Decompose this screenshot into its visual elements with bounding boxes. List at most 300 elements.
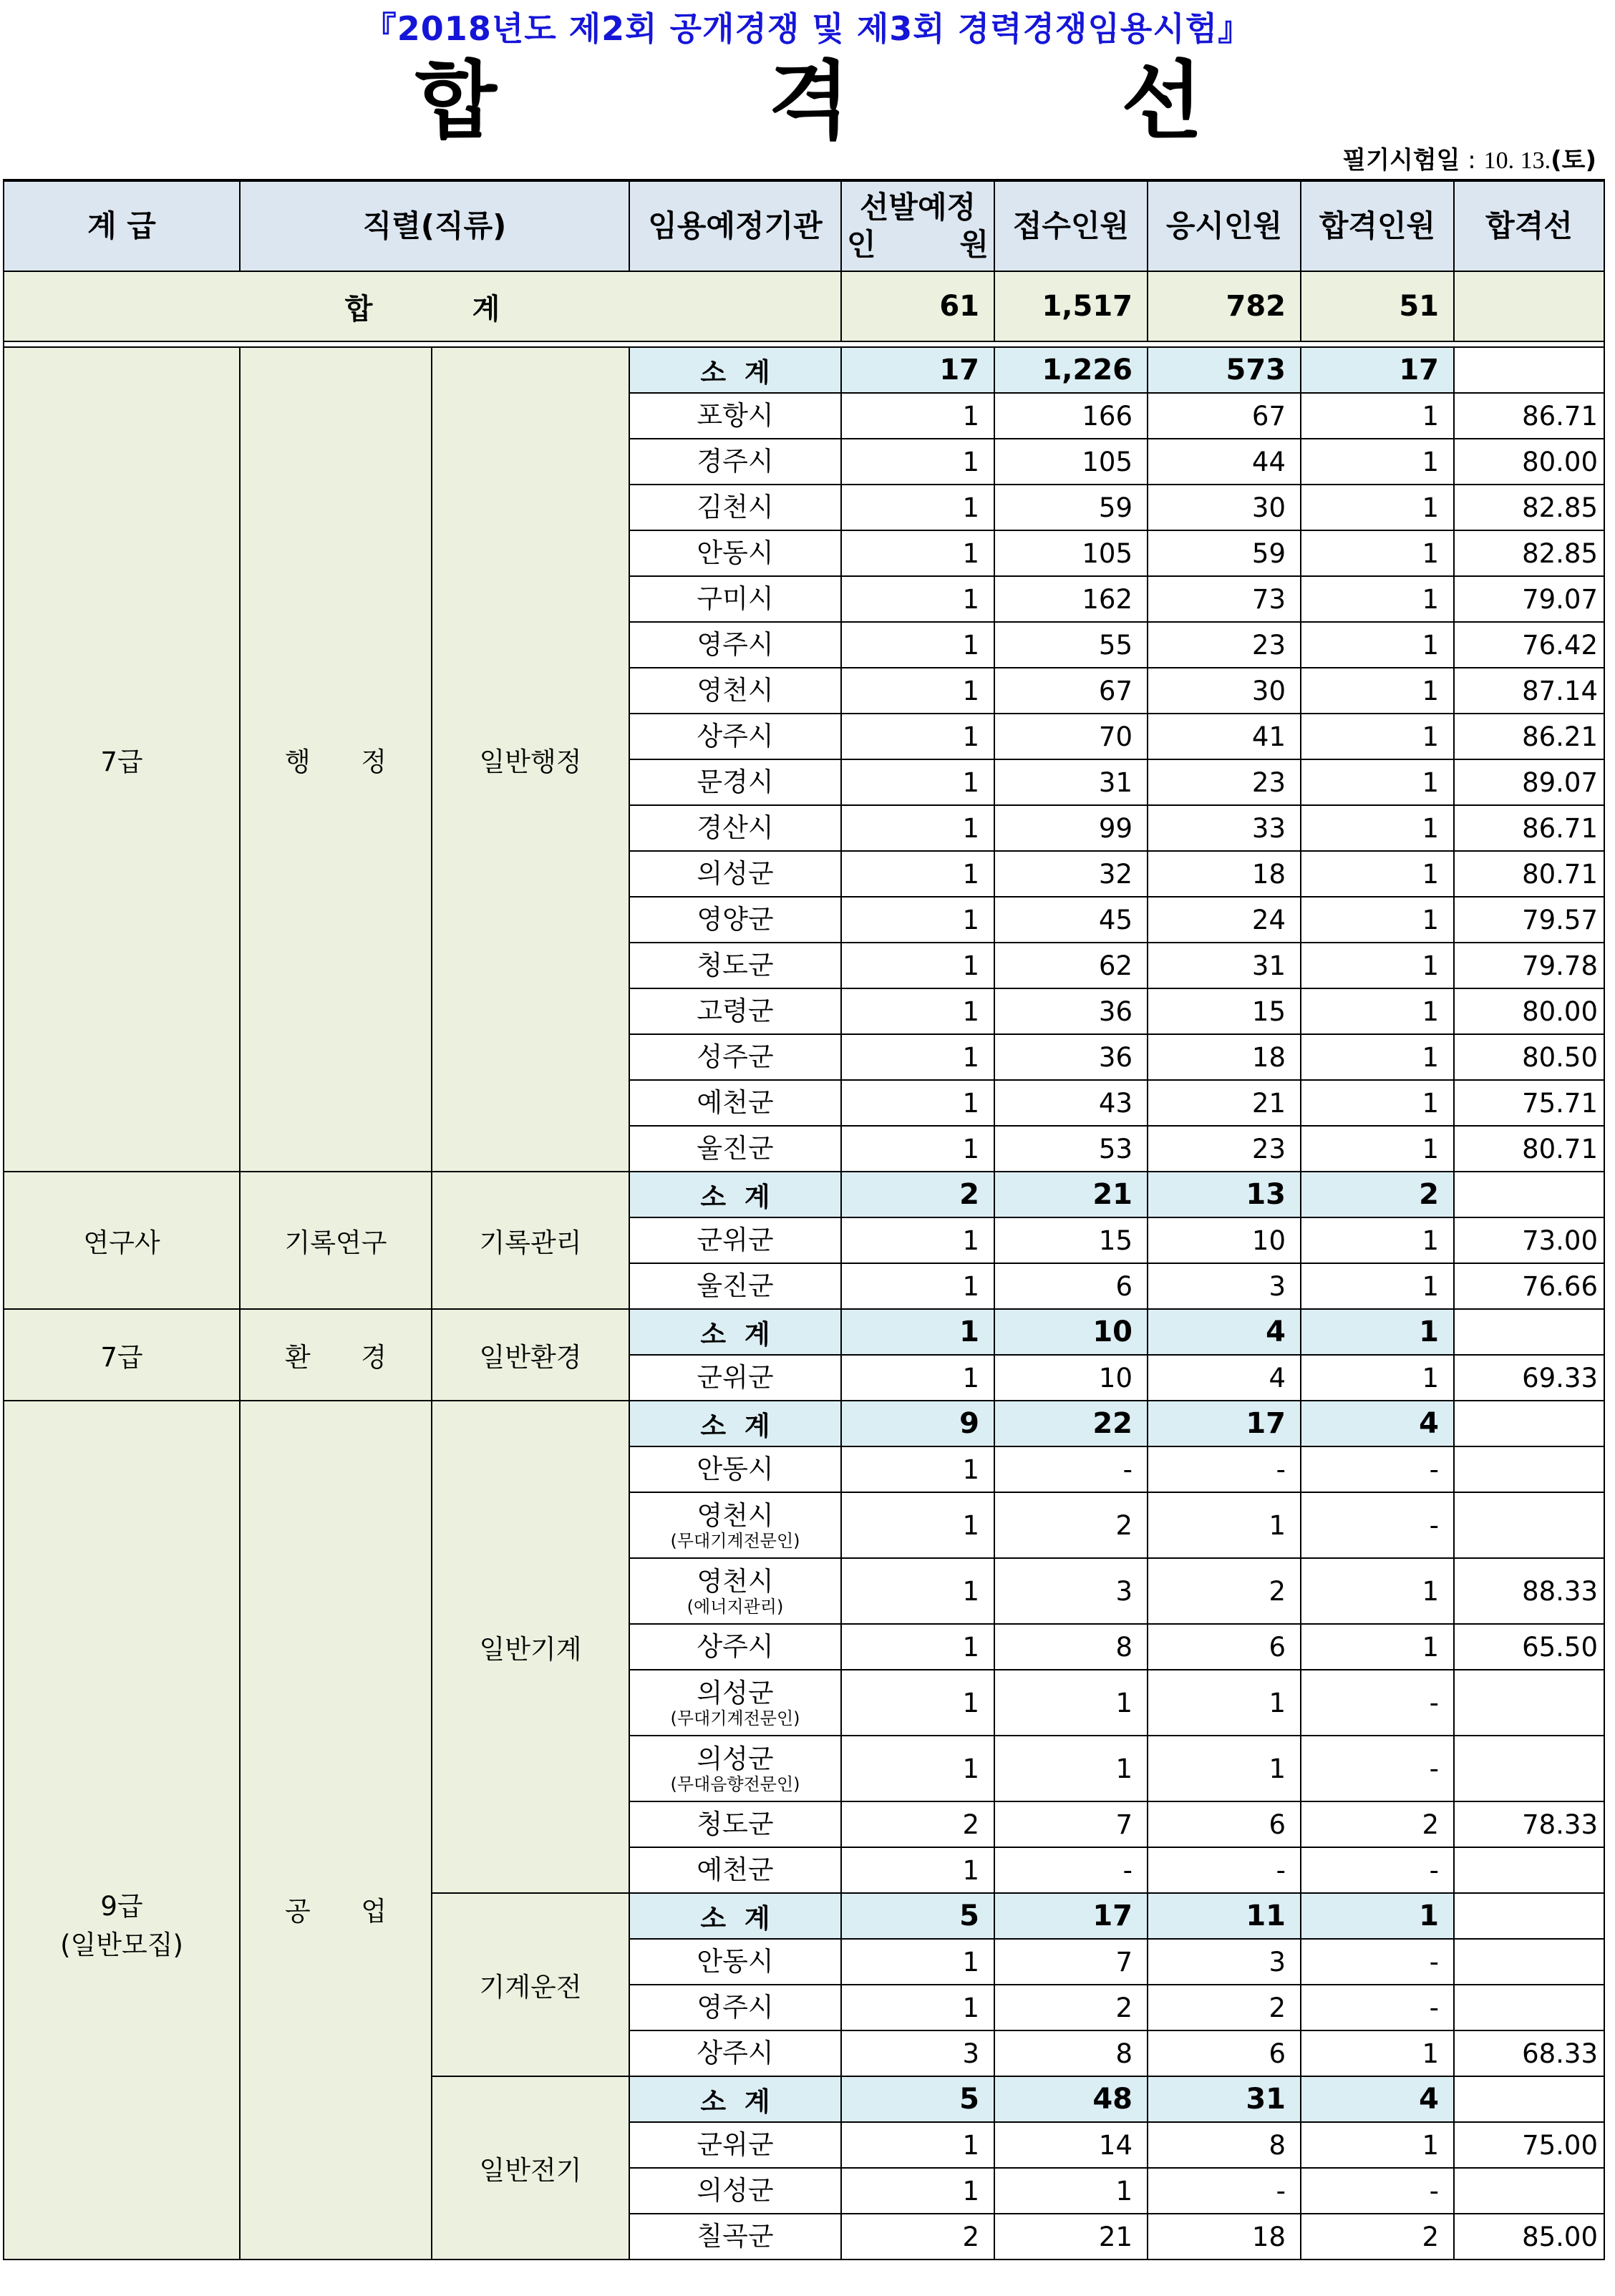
exam-date-value: 10. 13. bbox=[1483, 147, 1551, 174]
subtotal-label: 소 계 bbox=[629, 347, 841, 393]
examinees-cell: 41 bbox=[1148, 714, 1301, 759]
cutline-cell: 75.00 bbox=[1454, 2122, 1604, 2168]
applicants-cell: - bbox=[994, 1446, 1148, 1492]
org-name: 영주시 bbox=[697, 629, 774, 660]
grade-cell bbox=[4, 1401, 240, 2259]
passers-cell: 1 bbox=[1301, 1263, 1454, 1309]
cutline-cell: 88.33 bbox=[1454, 1558, 1604, 1624]
quota-cell: 1 bbox=[841, 759, 994, 805]
quota-cell: 1 bbox=[841, 714, 994, 759]
subtotal-examinees: 13 bbox=[1148, 1172, 1301, 1217]
examinees-cell: 18 bbox=[1148, 2214, 1301, 2259]
quota-cell: 1 bbox=[841, 576, 994, 622]
col-header-examinees: 응시인원 bbox=[1148, 180, 1301, 271]
subtotal-applicants: 48 bbox=[994, 2076, 1148, 2122]
org-cell bbox=[629, 530, 841, 576]
passers-cell: - bbox=[1301, 1847, 1454, 1893]
subtotal-quota: 2 bbox=[841, 1172, 994, 1217]
col-header-quota-line1: 선발예정 bbox=[859, 190, 976, 225]
passers-cell: - bbox=[1301, 1446, 1454, 1492]
applicants-cell: 45 bbox=[994, 897, 1148, 943]
passers-cell: 1 bbox=[1301, 759, 1454, 805]
org-name: 포항시 bbox=[697, 400, 774, 431]
applicants-cell: 31 bbox=[994, 759, 1148, 805]
cutline-cell: 73.00 bbox=[1454, 1217, 1604, 1263]
quota-cell: 1 bbox=[841, 1446, 994, 1492]
org-cell bbox=[629, 668, 841, 714]
quota-cell: 1 bbox=[841, 988, 994, 1034]
cutline-cell: 65.50 bbox=[1454, 1624, 1604, 1670]
org-name: 군위군 bbox=[697, 1362, 774, 1393]
applicants-cell: 7 bbox=[994, 1939, 1148, 1985]
org-name: 의성군 bbox=[697, 1743, 774, 1774]
quota-cell: 1 bbox=[841, 2122, 994, 2168]
cutline-table bbox=[3, 179, 1605, 2260]
passers-cell: 1 bbox=[1301, 439, 1454, 485]
examinees-cell: 4 bbox=[1148, 1355, 1301, 1401]
applicants-cell: 10 bbox=[994, 1355, 1148, 1401]
col-header-applicants: 접수인원 bbox=[994, 180, 1148, 271]
table-body bbox=[4, 347, 1604, 2259]
grade-line2: (일반모집) bbox=[60, 1930, 183, 1960]
subseries-cell: 일반기계 bbox=[432, 1401, 629, 1893]
series-cell: 행 정 bbox=[240, 347, 432, 1172]
org-cell bbox=[629, 1446, 841, 1492]
examinees-cell: 23 bbox=[1148, 1126, 1301, 1172]
applicants-cell: 14 bbox=[994, 2122, 1148, 2168]
cutline-cell bbox=[1454, 1939, 1604, 1985]
org-name: 예천군 bbox=[697, 1087, 774, 1118]
subtotal-quota: 9 bbox=[841, 1401, 994, 1446]
subseries-cell: 일반행정 bbox=[432, 347, 629, 1172]
col-header-quota-line2: 인 원 bbox=[846, 227, 989, 262]
subseries-cell: 기록관리 bbox=[432, 1172, 629, 1309]
subtotal-passers: 2 bbox=[1301, 1172, 1454, 1217]
subtotal-applicants: 21 bbox=[994, 1172, 1148, 1217]
cutline-cell: 80.71 bbox=[1454, 1126, 1604, 1172]
examinees-cell: 21 bbox=[1148, 1080, 1301, 1126]
org-cell bbox=[629, 1985, 841, 2030]
quota-cell: 1 bbox=[841, 1985, 994, 2030]
org-name: 의성군 bbox=[697, 1678, 774, 1708]
examinees-cell: 1 bbox=[1148, 1492, 1301, 1558]
examinees-cell: 44 bbox=[1148, 439, 1301, 485]
subtotal-quota: 1 bbox=[841, 1309, 994, 1355]
org-name: 의성군 bbox=[697, 858, 774, 889]
passers-cell: 1 bbox=[1301, 393, 1454, 439]
org-cell bbox=[629, 485, 841, 530]
quota-cell: 1 bbox=[841, 1355, 994, 1401]
org-cell bbox=[629, 1670, 841, 1736]
quota-cell: 1 bbox=[841, 393, 994, 439]
subtotal-examinees: 4 bbox=[1148, 1309, 1301, 1355]
org-note: (무대음향전문인) bbox=[670, 1774, 800, 1794]
subtotal-applicants: 22 bbox=[994, 1401, 1148, 1446]
org-name: 경산시 bbox=[697, 812, 774, 843]
examinees-cell: 6 bbox=[1148, 2030, 1301, 2076]
cutline-cell bbox=[1454, 1985, 1604, 2030]
quota-cell: 1 bbox=[841, 1624, 994, 1670]
passers-cell: 1 bbox=[1301, 530, 1454, 576]
examinees-cell: 18 bbox=[1148, 1034, 1301, 1080]
subtotal-cutline bbox=[1454, 1893, 1604, 1939]
cutline-cell: 80.50 bbox=[1454, 1034, 1604, 1080]
subtotal-examinees: 31 bbox=[1148, 2076, 1301, 2122]
applicants-cell: 15 bbox=[994, 1217, 1148, 1263]
cutline-cell: 75.71 bbox=[1454, 1080, 1604, 1126]
subtotal-cutline bbox=[1454, 1401, 1604, 1446]
cutline-cell: 82.85 bbox=[1454, 485, 1604, 530]
applicants-cell: 166 bbox=[994, 393, 1148, 439]
org-name: 예천군 bbox=[697, 1854, 774, 1885]
subtotal-label: 소 계 bbox=[629, 1401, 841, 1446]
passers-cell: - bbox=[1301, 1939, 1454, 1985]
applicants-cell: 1 bbox=[994, 1670, 1148, 1736]
subtotal-label: 소 계 bbox=[629, 1309, 841, 1355]
passers-cell: 2 bbox=[1301, 2214, 1454, 2259]
passers-cell: 1 bbox=[1301, 485, 1454, 530]
applicants-cell: 105 bbox=[994, 439, 1148, 485]
quota-cell: 1 bbox=[841, 1034, 994, 1080]
grade-cell: 7급 bbox=[4, 1309, 240, 1401]
org-cell bbox=[629, 576, 841, 622]
quota-cell: 1 bbox=[841, 1126, 994, 1172]
org-name: 울진군 bbox=[697, 1133, 774, 1164]
org-cell bbox=[629, 1558, 841, 1624]
org-name: 청도군 bbox=[697, 1809, 774, 1839]
cutline-cell bbox=[1454, 2168, 1604, 2214]
applicants-cell: 7 bbox=[994, 1801, 1148, 1847]
quota-cell: 1 bbox=[841, 622, 994, 668]
subtotal-passers: 1 bbox=[1301, 1893, 1454, 1939]
passers-cell: 1 bbox=[1301, 622, 1454, 668]
applicants-cell: 8 bbox=[994, 2030, 1148, 2076]
examinees-cell: 2 bbox=[1148, 1985, 1301, 2030]
org-name: 영천시 bbox=[697, 675, 774, 706]
applicants-cell: 32 bbox=[994, 851, 1148, 897]
subtotal-row bbox=[4, 1172, 1604, 1217]
total-label: 합 계 bbox=[4, 271, 841, 341]
applicants-cell: 62 bbox=[994, 943, 1148, 988]
quota-cell: 1 bbox=[841, 1670, 994, 1736]
org-name: 영양군 bbox=[697, 904, 774, 935]
quota-cell: 2 bbox=[841, 2214, 994, 2259]
examinees-cell: 33 bbox=[1148, 805, 1301, 851]
title-char-2: 격 bbox=[768, 52, 850, 150]
org-cell bbox=[629, 1736, 841, 1801]
org-cell bbox=[629, 1355, 841, 1401]
subtotal-quota: 5 bbox=[841, 1893, 994, 1939]
org-name: 안동시 bbox=[697, 1946, 774, 1977]
quota-cell: 1 bbox=[841, 1263, 994, 1309]
quota-cell: 1 bbox=[841, 1847, 994, 1893]
org-note: (무대기계전문인) bbox=[670, 1531, 800, 1551]
org-cell bbox=[629, 622, 841, 668]
subtotal-cutline bbox=[1454, 1309, 1604, 1355]
subtotal-passers: 17 bbox=[1301, 347, 1454, 393]
examinees-cell: 1 bbox=[1148, 1736, 1301, 1801]
org-cell bbox=[629, 2214, 841, 2259]
examinees-cell: 10 bbox=[1148, 1217, 1301, 1263]
org-name: 울진군 bbox=[697, 1270, 774, 1301]
col-header-quota bbox=[841, 180, 994, 271]
subseries-cell: 일반전기 bbox=[432, 2076, 629, 2259]
applicants-cell: 59 bbox=[994, 485, 1148, 530]
passers-cell: - bbox=[1301, 1670, 1454, 1736]
examinees-cell: 30 bbox=[1148, 485, 1301, 530]
subtotal-examinees: 11 bbox=[1148, 1893, 1301, 1939]
total-cutline bbox=[1454, 271, 1604, 341]
subtotal-examinees: 573 bbox=[1148, 347, 1301, 393]
subtotal-quota: 17 bbox=[841, 347, 994, 393]
quota-cell: 1 bbox=[841, 1558, 994, 1624]
subtotal-cutline bbox=[1454, 2076, 1604, 2122]
org-cell bbox=[629, 2168, 841, 2214]
passers-cell: 1 bbox=[1301, 897, 1454, 943]
passers-cell: 1 bbox=[1301, 576, 1454, 622]
exam-date-separator: : bbox=[1460, 146, 1484, 175]
total-row bbox=[4, 271, 1604, 341]
applicants-cell: - bbox=[994, 1847, 1148, 1893]
examinees-cell: - bbox=[1148, 1847, 1301, 1893]
passers-cell: - bbox=[1301, 1736, 1454, 1801]
org-name: 칠곡군 bbox=[697, 2221, 774, 2252]
applicants-cell: 55 bbox=[994, 622, 1148, 668]
cutline-cell: 86.71 bbox=[1454, 805, 1604, 851]
org-name: 구미시 bbox=[697, 583, 774, 614]
grade-line1: 9급 bbox=[100, 1891, 143, 1922]
quota-cell: 1 bbox=[841, 897, 994, 943]
grade-cell: 7급 bbox=[4, 347, 240, 1172]
cutline-cell: 86.21 bbox=[1454, 714, 1604, 759]
examinees-cell: 24 bbox=[1148, 897, 1301, 943]
subtotal-passers: 4 bbox=[1301, 1401, 1454, 1446]
subtotal-cutline bbox=[1454, 1172, 1604, 1217]
examinees-cell: 3 bbox=[1148, 1263, 1301, 1309]
cutline-cell: 89.07 bbox=[1454, 759, 1604, 805]
col-header-series: 직렬(직류) bbox=[240, 180, 629, 271]
passers-cell: 1 bbox=[1301, 2030, 1454, 2076]
examinees-cell: 8 bbox=[1148, 2122, 1301, 2168]
cutline-cell: 69.33 bbox=[1454, 1355, 1604, 1401]
passers-cell: - bbox=[1301, 1985, 1454, 2030]
subtotal-row bbox=[4, 347, 1604, 393]
table-header-row bbox=[4, 180, 1604, 271]
subtotal-applicants: 1,226 bbox=[994, 347, 1148, 393]
org-cell bbox=[629, 2030, 841, 2076]
passers-cell: 1 bbox=[1301, 988, 1454, 1034]
title-char-1: 합 bbox=[415, 52, 497, 150]
cutline-cell: 82.85 bbox=[1454, 530, 1604, 576]
col-header-org: 임용예정기관 bbox=[629, 180, 841, 271]
org-name: 군위군 bbox=[697, 2129, 774, 2160]
subtotal-passers: 1 bbox=[1301, 1309, 1454, 1355]
org-cell bbox=[629, 1847, 841, 1893]
exam-date-day: (토) bbox=[1551, 146, 1596, 175]
exam-date bbox=[1342, 140, 1596, 175]
cutline-cell: 76.66 bbox=[1454, 1263, 1604, 1309]
org-cell bbox=[629, 1034, 841, 1080]
table-spacer bbox=[4, 341, 1604, 347]
org-cell bbox=[629, 2122, 841, 2168]
org-name: 영주시 bbox=[697, 1992, 774, 2023]
examinees-cell: - bbox=[1148, 1446, 1301, 1492]
org-name: 문경시 bbox=[697, 767, 774, 797]
applicants-cell: 43 bbox=[994, 1080, 1148, 1126]
subseries-cell: 일반환경 bbox=[432, 1309, 629, 1401]
org-cell bbox=[629, 393, 841, 439]
org-cell bbox=[629, 1217, 841, 1263]
quota-cell: 1 bbox=[841, 2168, 994, 2214]
applicants-cell: 67 bbox=[994, 668, 1148, 714]
quota-cell: 1 bbox=[841, 439, 994, 485]
applicants-cell: 1 bbox=[994, 2168, 1148, 2214]
applicants-cell: 8 bbox=[994, 1624, 1148, 1670]
applicants-cell: 1 bbox=[994, 1736, 1148, 1801]
applicants-cell: 21 bbox=[994, 2214, 1148, 2259]
examinees-cell: 31 bbox=[1148, 943, 1301, 988]
subtotal-label: 소 계 bbox=[629, 2076, 841, 2122]
applicants-cell: 36 bbox=[994, 1034, 1148, 1080]
org-name: 의성군 bbox=[697, 2175, 774, 2206]
quota-cell: 1 bbox=[841, 1736, 994, 1801]
applicants-cell: 36 bbox=[994, 988, 1148, 1034]
quota-cell: 1 bbox=[841, 1217, 994, 1263]
subtotal-row bbox=[4, 1309, 1604, 1355]
cutline-cell: 80.71 bbox=[1454, 851, 1604, 897]
examinees-cell: 2 bbox=[1148, 1558, 1301, 1624]
passers-cell: 1 bbox=[1301, 805, 1454, 851]
total-applicants: 1,517 bbox=[994, 271, 1148, 341]
cutline-cell bbox=[1454, 1736, 1604, 1801]
applicants-cell: 6 bbox=[994, 1263, 1148, 1309]
examinees-cell: 3 bbox=[1148, 1939, 1301, 1985]
org-name: 군위군 bbox=[697, 1225, 774, 1255]
cutline-cell: 79.78 bbox=[1454, 943, 1604, 988]
cutline-cell: 80.00 bbox=[1454, 439, 1604, 485]
applicants-cell: 105 bbox=[994, 530, 1148, 576]
org-name: 상주시 bbox=[697, 1631, 774, 1662]
org-note: (에너지관리) bbox=[687, 1597, 784, 1617]
subtotal-applicants: 10 bbox=[994, 1309, 1148, 1355]
exam-subtitle: 『2018년도 제2회 공개경쟁 및 제3회 경력경쟁임용시험』 bbox=[363, 9, 1252, 48]
org-cell bbox=[629, 1126, 841, 1172]
quota-cell: 1 bbox=[841, 805, 994, 851]
total-passers: 51 bbox=[1301, 271, 1454, 341]
subtotal-row bbox=[4, 1401, 1604, 1446]
passers-cell: 1 bbox=[1301, 1217, 1454, 1263]
org-cell bbox=[629, 714, 841, 759]
subtotal-quota: 5 bbox=[841, 2076, 994, 2122]
passers-cell: 2 bbox=[1301, 1801, 1454, 1847]
passers-cell: 1 bbox=[1301, 851, 1454, 897]
org-note: (무대기계전문인) bbox=[670, 1708, 800, 1728]
org-cell bbox=[629, 943, 841, 988]
org-cell bbox=[629, 1492, 841, 1558]
examinees-cell: 23 bbox=[1148, 622, 1301, 668]
subtotal-label: 소 계 bbox=[629, 1893, 841, 1939]
org-name: 영천시 bbox=[697, 1566, 774, 1597]
subtotal-label: 소 계 bbox=[629, 1172, 841, 1217]
org-name: 안동시 bbox=[697, 1454, 774, 1484]
quota-cell: 1 bbox=[841, 668, 994, 714]
org-cell bbox=[629, 1080, 841, 1126]
org-cell bbox=[629, 1624, 841, 1670]
org-cell bbox=[629, 1939, 841, 1985]
quota-cell: 1 bbox=[841, 485, 994, 530]
examinees-cell: 6 bbox=[1148, 1624, 1301, 1670]
title-char-3: 선 bbox=[1121, 52, 1203, 150]
quota-cell: 1 bbox=[841, 851, 994, 897]
passers-cell: 1 bbox=[1301, 668, 1454, 714]
cutline-cell: 86.71 bbox=[1454, 393, 1604, 439]
passers-cell: 1 bbox=[1301, 1624, 1454, 1670]
subtotal-examinees: 17 bbox=[1148, 1401, 1301, 1446]
cutline-cell: 85.00 bbox=[1454, 2214, 1604, 2259]
cutline-cell: 79.57 bbox=[1454, 897, 1604, 943]
passers-cell: - bbox=[1301, 1492, 1454, 1558]
org-name: 청도군 bbox=[697, 950, 774, 981]
examinees-cell: 30 bbox=[1148, 668, 1301, 714]
applicants-cell: 99 bbox=[994, 805, 1148, 851]
applicants-cell: 2 bbox=[994, 1985, 1148, 2030]
cutline-cell: 68.33 bbox=[1454, 2030, 1604, 2076]
subtotal-cutline bbox=[1454, 347, 1604, 393]
quota-cell: 1 bbox=[841, 943, 994, 988]
series-cell: 공 업 bbox=[240, 1401, 432, 2259]
cutline-cell bbox=[1454, 1670, 1604, 1736]
examinees-cell: 23 bbox=[1148, 759, 1301, 805]
examinees-cell: 15 bbox=[1148, 988, 1301, 1034]
quota-cell: 3 bbox=[841, 2030, 994, 2076]
passers-cell: 1 bbox=[1301, 943, 1454, 988]
cutline-cell bbox=[1454, 1847, 1604, 1893]
org-name: 안동시 bbox=[697, 537, 774, 568]
passers-cell: 1 bbox=[1301, 1034, 1454, 1080]
examinees-cell: 6 bbox=[1148, 1801, 1301, 1847]
examinees-cell: - bbox=[1148, 2168, 1301, 2214]
quota-cell: 1 bbox=[841, 1080, 994, 1126]
examinees-cell: 59 bbox=[1148, 530, 1301, 576]
subtotal-passers: 4 bbox=[1301, 2076, 1454, 2122]
org-cell bbox=[629, 851, 841, 897]
examinees-cell: 18 bbox=[1148, 851, 1301, 897]
quota-cell: 2 bbox=[841, 1801, 994, 1847]
total-quota: 61 bbox=[841, 271, 994, 341]
grade-cell: 연구사 bbox=[4, 1172, 240, 1309]
passers-cell: 1 bbox=[1301, 1126, 1454, 1172]
applicants-cell: 162 bbox=[994, 576, 1148, 622]
passers-cell: 1 bbox=[1301, 2122, 1454, 2168]
series-cell: 기록연구 bbox=[240, 1172, 432, 1309]
passers-cell: - bbox=[1301, 2168, 1454, 2214]
total-examinees: 782 bbox=[1148, 271, 1301, 341]
applicants-cell: 53 bbox=[994, 1126, 1148, 1172]
exam-date-label: 필기시험일 bbox=[1342, 146, 1460, 175]
org-cell bbox=[629, 439, 841, 485]
cutline-cell: 80.00 bbox=[1454, 988, 1604, 1034]
applicants-cell: 3 bbox=[994, 1558, 1148, 1624]
passers-cell: 1 bbox=[1301, 1355, 1454, 1401]
col-header-passers: 합격인원 bbox=[1301, 180, 1454, 271]
examinees-cell: 1 bbox=[1148, 1670, 1301, 1736]
examinees-cell: 67 bbox=[1148, 393, 1301, 439]
cutline-cell: 76.42 bbox=[1454, 622, 1604, 668]
cutline-cell bbox=[1454, 1446, 1604, 1492]
cutline-cell: 78.33 bbox=[1454, 1801, 1604, 1847]
spacer-cell bbox=[4, 341, 1604, 347]
org-cell bbox=[629, 1801, 841, 1847]
